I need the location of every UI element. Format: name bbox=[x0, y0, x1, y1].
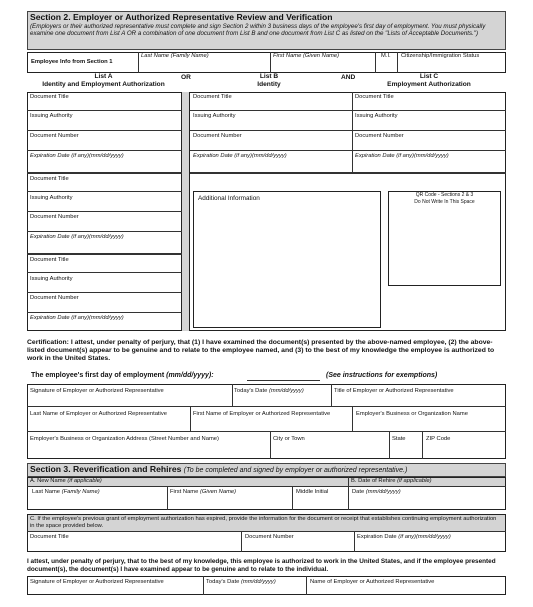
list-a-divider bbox=[181, 92, 190, 331]
additional-information-box[interactable] bbox=[193, 191, 381, 328]
list-b-title: List B bbox=[259, 73, 279, 80]
certification-body: I attest, under penalty of perjury, that (1) I have examined the document(s) presented by the above-named employee, (2) the above-listed document(s) appear to be genuine and to relate to the employee named, and (3) to the best of my knowledge the employee is authorized to work in the United States. bbox=[27, 339, 495, 362]
section3-name-field[interactable]: Name of Employer or Authorized Representative bbox=[310, 579, 435, 585]
employee-info-label: Employee Info from Section 1 bbox=[31, 59, 113, 65]
list-c-expiration[interactable]: Expiration Date (if any)(mm/dd/yyyy) bbox=[355, 153, 449, 159]
list-b-expiration[interactable]: Expiration Date (if any)(mm/dd/yyyy) bbox=[193, 153, 287, 159]
qr-code-label: QR Code - Sections 2 & 3 bbox=[415, 192, 474, 198]
list-a-doc3-title[interactable]: Document Title bbox=[30, 257, 69, 263]
first-day-label: The employee's first day of employment (mm/dd/yyyy): bbox=[31, 372, 214, 379]
list-c-subtitle: Employment Authorization bbox=[387, 81, 471, 88]
list-c-doc-title[interactable]: Document Title bbox=[355, 94, 394, 100]
see-instructions-note: (See instructions for exemptions) bbox=[326, 372, 438, 379]
section3-todays-date-field[interactable]: Today's Date (mm/dd/yyyy) bbox=[206, 579, 276, 585]
section3-expiration-field[interactable]: Expiration Date (if any)(mm/dd/yyyy) bbox=[357, 534, 451, 540]
list-a-subtitle: Identity and Employment Authorization bbox=[42, 81, 165, 88]
list-a-doc2-issuing[interactable]: Issuing Authority bbox=[30, 195, 73, 201]
list-a-doc3-issuing[interactable]: Issuing Authority bbox=[30, 276, 73, 282]
or-label: OR bbox=[181, 74, 191, 81]
list-c-doc-number[interactable]: Document Number bbox=[355, 133, 404, 139]
section3-date-field[interactable]: Date (mm/dd/yyyy) bbox=[352, 489, 401, 495]
employer-signature-field[interactable]: Signature of Employer or Authorized Representative bbox=[30, 388, 164, 394]
list-a-doc3-number[interactable]: Document Number bbox=[30, 295, 79, 301]
first-name-field[interactable]: First Name (Given Name) bbox=[273, 53, 340, 59]
section3-doc-title-field[interactable]: Document Title bbox=[30, 534, 69, 540]
list-c-title: List C bbox=[419, 73, 439, 80]
employer-state-field[interactable]: State bbox=[392, 436, 406, 442]
list-b-issuing[interactable]: Issuing Authority bbox=[193, 113, 236, 119]
section2-instructions: (Employers or their authorized representative must complete and sign Section 2 within 3 business days of the employee's first day of employment. You must physically examine one document from List A OR a combination of one document from List B and one document from List C as listed on the "Lists of Acceptable Documents.") bbox=[30, 23, 486, 37]
qr-code-note: Do Not Write In This Space bbox=[414, 199, 475, 205]
section3-doc-number-field[interactable]: Document Number bbox=[245, 534, 294, 540]
list-a-doc3-expiration[interactable]: Expiration Date (if any)(mm/dd/yyyy) bbox=[30, 315, 124, 321]
employer-city-field[interactable]: City or Town bbox=[273, 436, 305, 442]
citizenship-field[interactable]: Citizenship/Immigration Status bbox=[401, 53, 480, 59]
section3-attestation: I attest, under penalty of perjury, that to the best of my knowledge, this employee is authorized to work in the United States, and if the employee presented document(s), the document(s) I have examined appear to be genuine and to relate to the individual. bbox=[27, 558, 496, 573]
mi-field[interactable]: M.I. bbox=[381, 53, 391, 59]
section3-title: Section 3. Reverification and Rehires (To be completed and signed by employer or authorized representative.) bbox=[30, 464, 408, 474]
list-b-subtitle: Identity bbox=[257, 81, 281, 88]
additional-information-label: Additional Information bbox=[198, 195, 260, 202]
list-b-doc-title[interactable]: Document Title bbox=[193, 94, 232, 100]
list-a-doc1-issuing[interactable]: Issuing Authority bbox=[30, 113, 73, 119]
employer-address-field[interactable]: Employer's Business or Organization Address (Street Number and Name) bbox=[30, 436, 219, 442]
section3-c-text: C. If the employee's previous grant of employment authorization has expired, provide the information for the document or receipt that establishes continuing employment authorization in the space provided below. bbox=[30, 516, 497, 529]
list-a-doc1-title[interactable]: Document Title bbox=[30, 94, 69, 100]
list-a-title: List A bbox=[94, 73, 113, 80]
employer-last-name-field[interactable]: Last Name of Employer or Authorized Representative bbox=[30, 411, 167, 417]
section3-middle-initial-field[interactable]: Middle Initial bbox=[296, 489, 329, 495]
employer-date-field[interactable]: Today's Date (mm/dd/yyyy) bbox=[234, 388, 304, 394]
section3-title-note: (To be completed and signed by employer or authorized representative.) bbox=[183, 467, 408, 474]
last-name-field[interactable]: Last Name (Family Name) bbox=[141, 53, 209, 59]
list-a-doc2-expiration[interactable]: Expiration Date (if any)(mm/dd/yyyy) bbox=[30, 234, 124, 240]
list-c-issuing[interactable]: Issuing Authority bbox=[355, 113, 398, 119]
employer-first-name-field[interactable]: First Name of Employer or Authorized Representative bbox=[193, 411, 331, 417]
list-a-doc1-number[interactable]: Document Number bbox=[30, 133, 79, 139]
list-b-doc-number[interactable]: Document Number bbox=[193, 133, 242, 139]
certification-text bbox=[27, 339, 507, 363]
certification-label: Certification: bbox=[27, 339, 69, 346]
section3-b-label: B. Date of Rehire (if applicable) bbox=[351, 478, 432, 484]
section3-last-name-field[interactable]: Last Name (Family Name) bbox=[32, 489, 100, 495]
qr-code-box bbox=[388, 191, 501, 286]
section3-signature-field[interactable]: Signature of Employer or Authorized Representative bbox=[30, 579, 164, 585]
employer-zip-field[interactable]: ZIP Code bbox=[426, 436, 451, 442]
first-day-input[interactable] bbox=[247, 380, 320, 381]
list-a-doc2-number[interactable]: Document Number bbox=[30, 214, 79, 220]
section3-first-name-field[interactable]: First Name (Given Name) bbox=[170, 489, 237, 495]
employer-title-field[interactable]: Title of Employer or Authorized Representative bbox=[334, 388, 454, 394]
employer-block bbox=[27, 384, 506, 459]
employer-business-name-field[interactable]: Employer's Business or Organization Name bbox=[356, 411, 468, 417]
and-label: AND bbox=[341, 74, 356, 81]
section2-title: Section 2. Employer or Authorized Representative Review and Verification bbox=[30, 12, 333, 22]
list-a-doc1-expiration[interactable]: Expiration Date (if any)(mm/dd/yyyy) bbox=[30, 153, 124, 159]
section3-a-label: A. New Name (if applicable) bbox=[30, 478, 102, 484]
list-a-doc2-title[interactable]: Document Title bbox=[30, 176, 69, 182]
